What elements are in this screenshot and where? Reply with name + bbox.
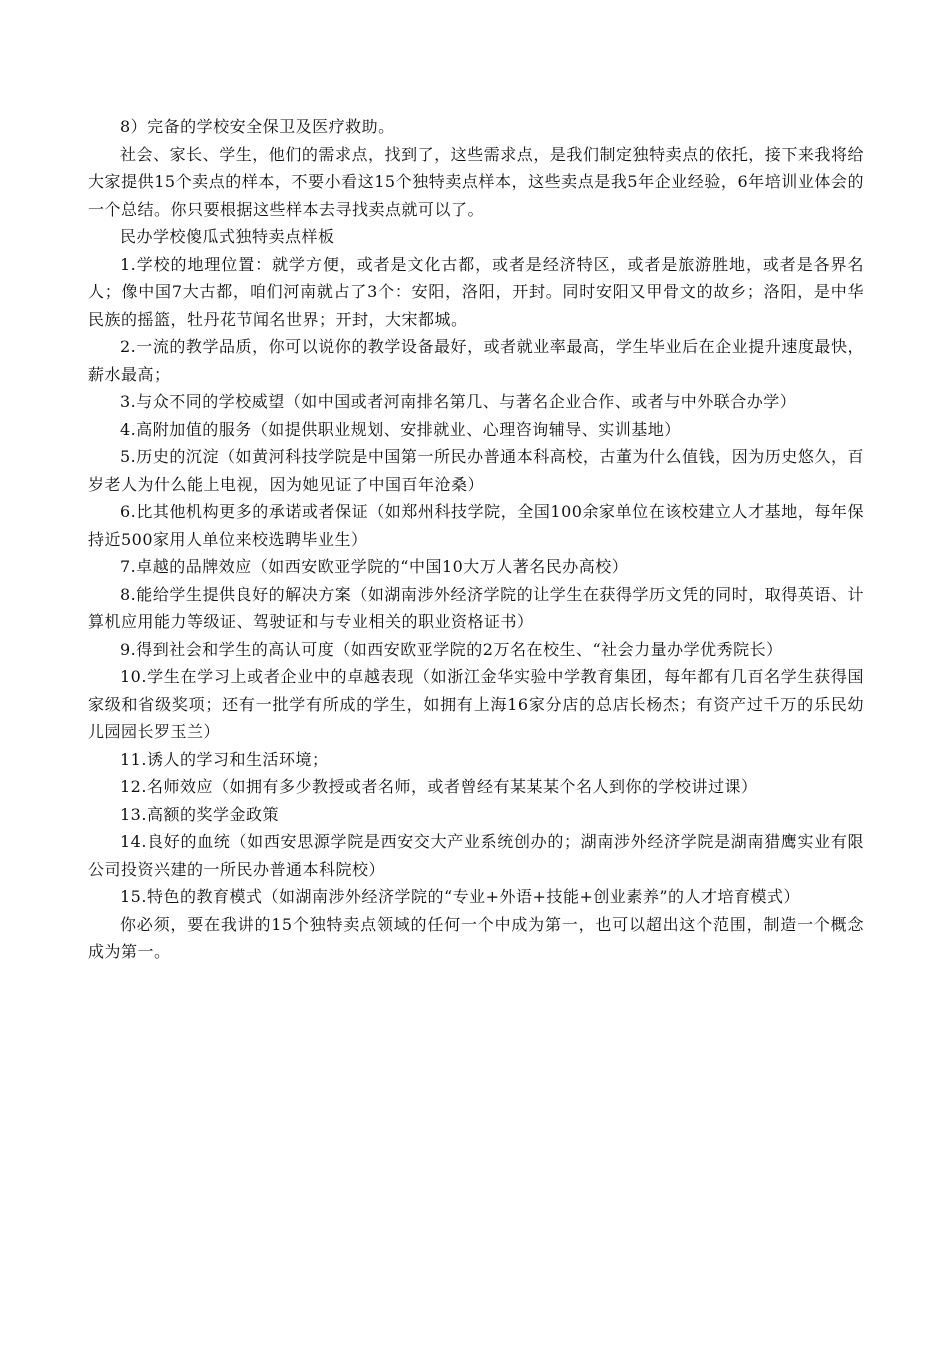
paragraph-conclusion: 你必须，要在我讲的15个独特卖点领域的任何一个中成为第一，也可以超出这个范围，制造一个概念成为第一。: [88, 914, 864, 961]
selling-point-10: 10.学生在学习上或者企业中的卓越表现（如浙江金华实验中学教育集团，每年都有几百名学生获得国家级和省级奖项；还有一批学有所成的学生，如拥有上海16家分店的总店长杨杰；有资产过千万的乐民幼儿园园长罗玉兰）: [88, 667, 864, 741]
paragraph-intro: 社会、家长、学生，他们的需求点，找到了，这些需求点，是我们制定独特卖点的依托，接下来我将给大家提供15个卖点的样本，不要小看这15个独特卖点样本，这些卖点是我5年企业经验，6年培训业体会的一个总结。你只要根据这些样本去寻找卖点就可以了。: [88, 144, 864, 219]
selling-point-11: 11.诱人的学习和生活环境；: [120, 749, 329, 769]
selling-point-15: 15.特色的教育模式（如湖南涉外经济学院的“专业+外语+技能+创业素养”的人才培育模式）: [120, 887, 801, 906]
selling-point-3: 3.与众不同的学校威望（如中国或者河南排名第几、与著名企业合作、或者与中外联合办学）: [120, 392, 797, 411]
selling-point-1: 1.学校的地理位置：就学方便，或者是文化古都，或者是经济特区，或者是旅游胜地，或者是各界名人；像中国7大古都，咱们河南就占了3个：安阳，洛阳，开封。同时安阳又甲骨文的故乡；洛阳，是中华民族的摇篮，牡丹花节闻名世界；开封，大宋都城。: [88, 254, 864, 329]
selling-point-9: 9.得到社会和学生的高认可度（如西安欧亚学院的2万名在校生、“社会力量办学优秀院长）: [120, 639, 783, 659]
selling-point-13: 13.高额的奖学金政策: [120, 804, 279, 824]
selling-point-2: 2.一流的教学品质，你可以说你的教学设备最好，或者就业率最高，学生毕业后在企业提升速度最快，薪水最高；: [88, 337, 864, 384]
selling-point-14: 14.良好的血统（如西安思源学院是西安交大产业系统创办的；湖南涉外经济学院是湖南猎鹰实业有限公司投资兴建的一所民办普通本科院校）: [88, 832, 864, 879]
selling-point-8: 8.能给学生提供良好的解决方案（如湖南涉外经济学院的让学生在获得学历文凭的同时，取得英语、计算机应用能力等级证、驾驶证和与专业相关的职业资格证书）: [88, 584, 864, 631]
document-body: [88, 113, 864, 966]
selling-point-4: 4.高附加值的服务（如提供职业规划、安排就业、心理咨询辅导、实训基地）: [120, 419, 681, 439]
selling-point-12: 12.名师效应（如拥有多少教授或者名师，或者曾经有某某某个名人到你的学校讲过课）: [120, 777, 758, 796]
paragraph-item-8-safety: 8）完备的学校安全保卫及医疗救助。: [120, 117, 395, 136]
selling-point-5: 5.历史的沉淀（如黄河科技学院是中国第一所民办普通本科高校，古董为什么值钱，因为历史悠久，百岁老人为什么能上电视，因为她见证了中国百年沧桑）: [88, 447, 864, 494]
section-heading: 民办学校傻瓜式独特卖点样板: [120, 227, 335, 246]
selling-point-7: 7.卓越的品牌效应（如西安欧亚学院的“中国10大万人著名民办高校）: [120, 557, 629, 576]
selling-point-6: 6.比其他机构更多的承诺或者保证（如郑州科技学院，全国100余家单位在该校建立人才基地，每年保持近500家用人单位来校选聘毕业生）: [88, 502, 864, 549]
